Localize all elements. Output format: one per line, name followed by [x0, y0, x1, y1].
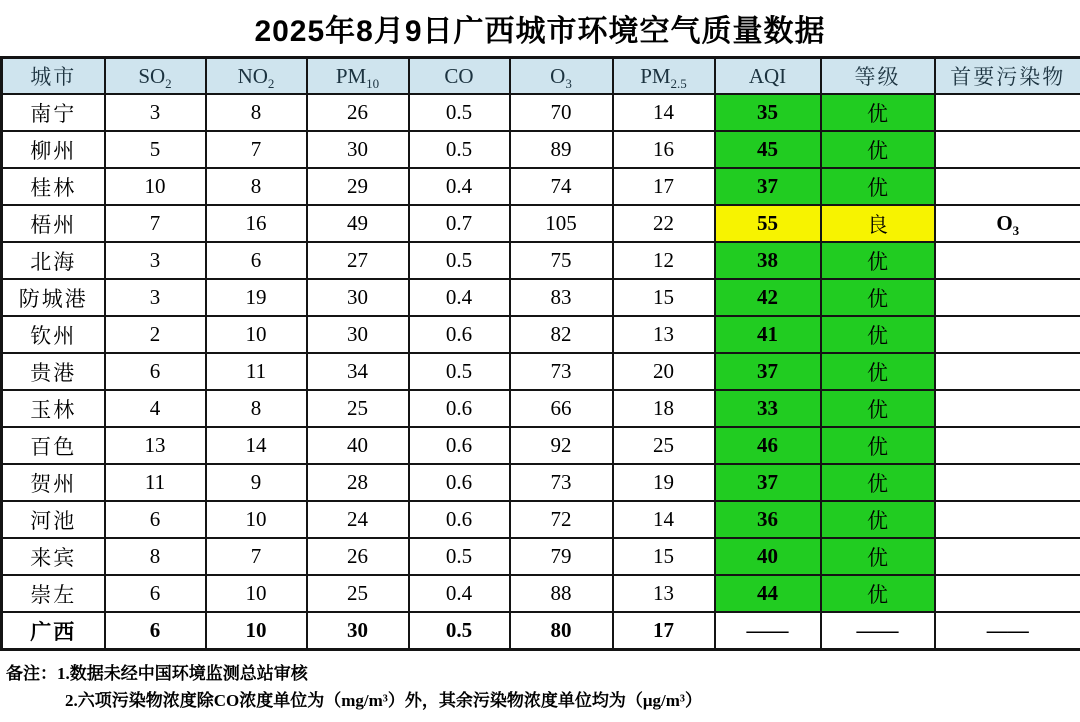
cell-primary-pollutant: [935, 353, 1080, 390]
cell-o3: 66: [510, 390, 613, 427]
cell-o3: 88: [510, 575, 613, 612]
table-row: [2, 316, 1080, 353]
table-row: [2, 168, 1080, 205]
cell-pm25: 16: [613, 131, 715, 168]
cell-grade: 优: [821, 464, 935, 501]
cell-so2: 7: [105, 205, 206, 242]
cell-primary-pollutant: [935, 316, 1080, 353]
cell-pm25: 14: [613, 501, 715, 538]
cell-city: 崇左: [2, 575, 105, 612]
footnote-text-1: 1.数据未经中国环境监测总站审核: [57, 664, 308, 683]
cell-primary-pollutant: ——: [935, 612, 1080, 650]
cell-city: 广西: [2, 612, 105, 650]
table-body: [2, 94, 1080, 650]
header-cell-so2: $SO_2$: [105, 58, 206, 95]
cell-co: 0.5: [409, 131, 510, 168]
cell-city: 来宾: [2, 538, 105, 575]
cell-so2: 5: [105, 131, 206, 168]
cell-aqi: 45: [715, 131, 821, 168]
cell-pm10: 24: [307, 501, 409, 538]
cell-so2: 3: [105, 242, 206, 279]
cell-so2: 6: [105, 575, 206, 612]
cell-co: 0.6: [409, 390, 510, 427]
cell-city: 柳州: [2, 131, 105, 168]
cell-pm25: 22: [613, 205, 715, 242]
table-row: [2, 501, 1080, 538]
cell-co: 0.6: [409, 464, 510, 501]
footnote-line-2: 2.六项污染物浓度除CO浓度单位为（mg/m³）外，其余污染物浓度单位均为（μg/m³）: [65, 691, 703, 710]
cell-no2: 10: [206, 316, 307, 353]
cell-o3: 82: [510, 316, 613, 353]
cell-pm10: 26: [307, 94, 409, 131]
cell-no2: 8: [206, 94, 307, 131]
cell-primary-pollutant: [935, 390, 1080, 427]
cell-city: 防城港: [2, 279, 105, 316]
header-cell-co: CO: [409, 58, 510, 95]
cell-o3: 73: [510, 353, 613, 390]
table-row: [2, 612, 1080, 650]
cell-o3: 83: [510, 279, 613, 316]
header-cell-aqi: AQI: [715, 58, 821, 95]
cell-pm25: 20: [613, 353, 715, 390]
cell-no2: 6: [206, 242, 307, 279]
cell-pm10: 30: [307, 279, 409, 316]
cell-aqi: 44: [715, 575, 821, 612]
cell-no2: 14: [206, 427, 307, 464]
cell-city: 贺州: [2, 464, 105, 501]
table-row: [2, 427, 1080, 464]
cell-pm25: 12: [613, 242, 715, 279]
cell-o3: 73: [510, 464, 613, 501]
cell-no2: 19: [206, 279, 307, 316]
cell-so2: 3: [105, 279, 206, 316]
cell-so2: 13: [105, 427, 206, 464]
cell-grade: 优: [821, 279, 935, 316]
cell-pm10: 27: [307, 242, 409, 279]
cell-co: 0.7: [409, 205, 510, 242]
footnote-line-1: [6, 660, 1076, 687]
cell-aqi: 37: [715, 353, 821, 390]
cell-grade: 优: [821, 168, 935, 205]
cell-co: 0.4: [409, 575, 510, 612]
cell-primary-pollutant: [935, 575, 1080, 612]
cell-primary-pollutant: [935, 94, 1080, 131]
cell-co: 0.5: [409, 612, 510, 650]
table-row: [2, 538, 1080, 575]
cell-pm10: 25: [307, 390, 409, 427]
cell-pm25: 13: [613, 575, 715, 612]
cell-aqi: 37: [715, 464, 821, 501]
cell-so2: 2: [105, 316, 206, 353]
cell-primary-pollutant: [935, 131, 1080, 168]
cell-so2: 11: [105, 464, 206, 501]
header-cell-pm25: $PM_{2.5}$: [613, 58, 715, 95]
cell-primary-pollutant: $O_3$: [935, 205, 1080, 242]
cell-grade: 优: [821, 131, 935, 168]
header-cell-pm10: $PM_{10}$: [307, 58, 409, 95]
cell-city: 北海: [2, 242, 105, 279]
cell-so2: 6: [105, 353, 206, 390]
cell-co: 0.4: [409, 168, 510, 205]
cell-city: 百色: [2, 427, 105, 464]
cell-co: 0.5: [409, 242, 510, 279]
table-header-row: [2, 58, 1080, 95]
cell-no2: 16: [206, 205, 307, 242]
cell-pm10: 30: [307, 612, 409, 650]
cell-primary-pollutant: [935, 427, 1080, 464]
header-cell-o3: $O_3$: [510, 58, 613, 95]
table-row: [2, 390, 1080, 427]
table-row: [2, 242, 1080, 279]
table-row: [2, 464, 1080, 501]
title-bar: [0, 0, 1080, 56]
footnotes: [0, 651, 1080, 714]
cell-aqi: 37: [715, 168, 821, 205]
header-cell-grade: 等级: [821, 58, 935, 95]
cell-grade: 优: [821, 390, 935, 427]
cell-pm25: 17: [613, 612, 715, 650]
cell-grade: ——: [821, 612, 935, 650]
cell-grade: 优: [821, 427, 935, 464]
cell-so2: 6: [105, 612, 206, 650]
cell-so2: 6: [105, 501, 206, 538]
cell-pm25: 13: [613, 316, 715, 353]
cell-grade: 优: [821, 316, 935, 353]
cell-aqi: 38: [715, 242, 821, 279]
cell-pm10: 49: [307, 205, 409, 242]
cell-grade: 优: [821, 353, 935, 390]
cell-co: 0.6: [409, 316, 510, 353]
page-title: 2025年8月9日广西城市环境空气质量数据: [254, 15, 826, 48]
cell-no2: 8: [206, 390, 307, 427]
cell-aqi: ——: [715, 612, 821, 650]
cell-no2: 7: [206, 131, 307, 168]
cell-no2: 11: [206, 353, 307, 390]
cell-pm10: 40: [307, 427, 409, 464]
table-row: [2, 131, 1080, 168]
table-row: [2, 94, 1080, 131]
cell-aqi: 35: [715, 94, 821, 131]
aqi-data-table: [0, 56, 1080, 651]
cell-pm25: 18: [613, 390, 715, 427]
cell-pm25: 15: [613, 538, 715, 575]
header-cell-city: 城市: [2, 58, 105, 95]
cell-no2: 10: [206, 612, 307, 650]
cell-aqi: 42: [715, 279, 821, 316]
cell-so2: 8: [105, 538, 206, 575]
cell-pm25: 19: [613, 464, 715, 501]
cell-co: 0.4: [409, 279, 510, 316]
cell-city: 南宁: [2, 94, 105, 131]
cell-co: 0.5: [409, 538, 510, 575]
cell-city: 贵港: [2, 353, 105, 390]
cell-aqi: 46: [715, 427, 821, 464]
cell-so2: 4: [105, 390, 206, 427]
header-cell-primary: 首要污染物: [935, 58, 1080, 95]
cell-co: 0.6: [409, 427, 510, 464]
cell-aqi: 33: [715, 390, 821, 427]
table-header-row: [2, 58, 1080, 95]
cell-primary-pollutant: [935, 464, 1080, 501]
cell-co: 0.6: [409, 501, 510, 538]
footnote-label: 备注：: [6, 664, 57, 683]
cell-grade: 优: [821, 242, 935, 279]
cell-o3: 74: [510, 168, 613, 205]
cell-pm10: 30: [307, 131, 409, 168]
table-row: [2, 353, 1080, 390]
cell-grade: 优: [821, 575, 935, 612]
cell-o3: 89: [510, 131, 613, 168]
cell-aqi: 36: [715, 501, 821, 538]
cell-o3: 105: [510, 205, 613, 242]
cell-pm10: 30: [307, 316, 409, 353]
cell-o3: 80: [510, 612, 613, 650]
cell-so2: 10: [105, 168, 206, 205]
cell-aqi: 55: [715, 205, 821, 242]
cell-o3: 70: [510, 94, 613, 131]
cell-no2: 10: [206, 575, 307, 612]
cell-no2: 7: [206, 538, 307, 575]
cell-city: 河池: [2, 501, 105, 538]
cell-co: 0.5: [409, 353, 510, 390]
cell-no2: 10: [206, 501, 307, 538]
cell-so2: 3: [105, 94, 206, 131]
cell-pm10: 26: [307, 538, 409, 575]
cell-pm10: 34: [307, 353, 409, 390]
cell-primary-pollutant: [935, 168, 1080, 205]
cell-aqi: 40: [715, 538, 821, 575]
cell-pm25: 17: [613, 168, 715, 205]
cell-o3: 79: [510, 538, 613, 575]
cell-primary-pollutant: [935, 538, 1080, 575]
cell-pm25: 14: [613, 94, 715, 131]
header-cell-no2: $NO_2$: [206, 58, 307, 95]
cell-grade: 良: [821, 205, 935, 242]
cell-primary-pollutant: [935, 242, 1080, 279]
cell-primary-pollutant: [935, 501, 1080, 538]
cell-primary-pollutant: [935, 279, 1080, 316]
cell-o3: 72: [510, 501, 613, 538]
table-row: [2, 279, 1080, 316]
cell-city: 玉林: [2, 390, 105, 427]
cell-no2: 8: [206, 168, 307, 205]
cell-pm25: 15: [613, 279, 715, 316]
cell-pm10: 28: [307, 464, 409, 501]
cell-co: 0.5: [409, 94, 510, 131]
cell-no2: 9: [206, 464, 307, 501]
cell-city: 桂林: [2, 168, 105, 205]
cell-o3: 75: [510, 242, 613, 279]
cell-o3: 92: [510, 427, 613, 464]
cell-pm10: 29: [307, 168, 409, 205]
table-row: [2, 575, 1080, 612]
cell-city: 钦州: [2, 316, 105, 353]
cell-city: 梧州: [2, 205, 105, 242]
table-row: [2, 205, 1080, 242]
cell-grade: 优: [821, 94, 935, 131]
cell-grade: 优: [821, 501, 935, 538]
cell-grade: 优: [821, 538, 935, 575]
cell-pm25: 25: [613, 427, 715, 464]
cell-pm10: 25: [307, 575, 409, 612]
cell-aqi: 41: [715, 316, 821, 353]
